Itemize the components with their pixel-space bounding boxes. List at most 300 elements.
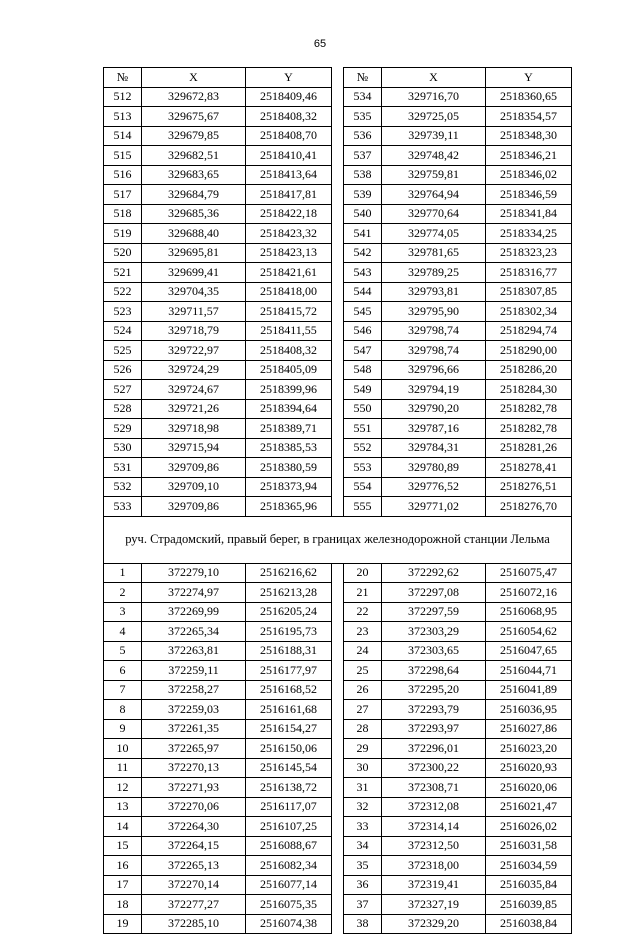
point-number: 29	[344, 739, 382, 759]
y-coordinate: 2516107,25	[246, 817, 332, 837]
y-coordinate: 2516213,28	[246, 583, 332, 603]
column-gap	[332, 856, 344, 876]
y-coordinate: 2516088,67	[246, 836, 332, 856]
column-gap	[332, 146, 344, 166]
point-number: 531	[104, 458, 142, 478]
column-gap	[332, 68, 344, 88]
table-row	[104, 126, 572, 146]
header-x: X	[382, 68, 486, 88]
column-gap	[332, 895, 344, 915]
y-coordinate: 2516035,84	[486, 875, 572, 895]
point-number: 528	[104, 399, 142, 419]
point-number: 533	[104, 497, 142, 517]
y-coordinate: 2518284,30	[486, 380, 572, 400]
point-number: 17	[104, 875, 142, 895]
y-coordinate: 2518411,55	[246, 321, 332, 341]
column-gap	[332, 622, 344, 642]
coordinates-table	[103, 67, 572, 934]
point-number: 4	[104, 622, 142, 642]
table-row	[104, 360, 572, 380]
table-row	[104, 477, 572, 497]
x-coordinate: 329704,35	[142, 282, 246, 302]
x-coordinate: 329718,98	[142, 419, 246, 439]
x-coordinate: 329722,97	[142, 341, 246, 361]
y-coordinate: 2518316,77	[486, 263, 572, 283]
x-coordinate: 372271,93	[142, 778, 246, 798]
x-coordinate: 329774,05	[382, 224, 486, 244]
point-number: 10	[104, 739, 142, 759]
column-gap	[332, 185, 344, 205]
column-gap	[332, 302, 344, 322]
x-coordinate: 372270,13	[142, 758, 246, 778]
table-row	[104, 836, 572, 856]
point-number: 553	[344, 458, 382, 478]
y-coordinate: 2516195,73	[246, 622, 332, 642]
y-coordinate: 2516026,02	[486, 817, 572, 837]
point-number: 2	[104, 583, 142, 603]
table-row	[104, 914, 572, 934]
x-coordinate: 329790,20	[382, 399, 486, 419]
table-row	[104, 399, 572, 419]
point-number: 545	[344, 302, 382, 322]
x-coordinate: 329684,79	[142, 185, 246, 205]
column-gap	[332, 126, 344, 146]
point-number: 35	[344, 856, 382, 876]
y-coordinate: 2518278,41	[486, 458, 572, 478]
point-number: 527	[104, 380, 142, 400]
point-number: 555	[344, 497, 382, 517]
point-number: 549	[344, 380, 382, 400]
x-coordinate: 329683,65	[142, 165, 246, 185]
x-coordinate: 329679,85	[142, 126, 246, 146]
y-coordinate: 2518290,00	[486, 341, 572, 361]
x-coordinate: 329781,65	[382, 243, 486, 263]
table-row	[104, 438, 572, 458]
x-coordinate: 372264,30	[142, 817, 246, 837]
y-coordinate: 2518385,53	[246, 438, 332, 458]
table-row	[104, 458, 572, 478]
y-coordinate: 2516044,71	[486, 661, 572, 681]
point-number: 521	[104, 263, 142, 283]
point-number: 554	[344, 477, 382, 497]
column-gap	[332, 477, 344, 497]
point-number: 20	[344, 563, 382, 583]
table-row	[104, 641, 572, 661]
y-coordinate: 2516082,34	[246, 856, 332, 876]
point-number: 514	[104, 126, 142, 146]
point-number: 25	[344, 661, 382, 681]
point-number: 24	[344, 641, 382, 661]
y-coordinate: 2518302,34	[486, 302, 572, 322]
column-gap	[332, 583, 344, 603]
y-coordinate: 2516034,59	[486, 856, 572, 876]
x-coordinate: 329798,74	[382, 321, 486, 341]
x-coordinate: 329682,51	[142, 146, 246, 166]
x-coordinate: 329798,74	[382, 341, 486, 361]
x-coordinate: 372277,27	[142, 895, 246, 915]
y-coordinate: 2518282,78	[486, 399, 572, 419]
point-number: 518	[104, 204, 142, 224]
y-coordinate: 2516074,38	[246, 914, 332, 934]
point-number: 525	[104, 341, 142, 361]
point-number: 512	[104, 87, 142, 107]
y-coordinate: 2518410,41	[246, 146, 332, 166]
x-coordinate: 329776,52	[382, 477, 486, 497]
column-gap	[332, 602, 344, 622]
point-number: 535	[344, 107, 382, 127]
point-number: 534	[344, 87, 382, 107]
y-coordinate: 2516021,47	[486, 797, 572, 817]
point-number: 513	[104, 107, 142, 127]
y-coordinate: 2518346,02	[486, 165, 572, 185]
table-row	[104, 185, 572, 205]
point-number: 11	[104, 758, 142, 778]
x-coordinate: 329748,42	[382, 146, 486, 166]
x-coordinate: 372265,13	[142, 856, 246, 876]
y-coordinate: 2516038,84	[486, 914, 572, 934]
point-number: 28	[344, 719, 382, 739]
point-number: 3	[104, 602, 142, 622]
column-gap	[332, 700, 344, 720]
table-row	[104, 321, 572, 341]
x-coordinate: 372293,97	[382, 719, 486, 739]
point-number: 36	[344, 875, 382, 895]
table-row	[104, 87, 572, 107]
point-number: 1	[104, 563, 142, 583]
x-coordinate: 372269,99	[142, 602, 246, 622]
x-coordinate: 372259,03	[142, 700, 246, 720]
x-coordinate: 329709,86	[142, 458, 246, 478]
point-number: 19	[104, 914, 142, 934]
point-number: 37	[344, 895, 382, 915]
table-row	[104, 302, 572, 322]
x-coordinate: 329716,70	[382, 87, 486, 107]
column-gap	[332, 719, 344, 739]
y-coordinate: 2516188,31	[246, 641, 332, 661]
y-coordinate: 2516077,14	[246, 875, 332, 895]
x-coordinate: 372263,81	[142, 641, 246, 661]
y-coordinate: 2516154,27	[246, 719, 332, 739]
header-x: X	[142, 68, 246, 88]
x-coordinate: 372314,14	[382, 817, 486, 837]
point-number: 26	[344, 680, 382, 700]
x-coordinate: 372261,35	[142, 719, 246, 739]
point-number: 38	[344, 914, 382, 934]
y-coordinate: 2518307,85	[486, 282, 572, 302]
y-coordinate: 2518281,26	[486, 438, 572, 458]
point-number: 15	[104, 836, 142, 856]
y-coordinate: 2518276,70	[486, 497, 572, 517]
column-gap	[332, 836, 344, 856]
table-row	[104, 680, 572, 700]
x-coordinate: 329739,11	[382, 126, 486, 146]
point-number: 536	[344, 126, 382, 146]
x-coordinate: 372329,20	[382, 914, 486, 934]
y-coordinate: 2518276,51	[486, 477, 572, 497]
x-coordinate: 329759,81	[382, 165, 486, 185]
column-gap	[332, 419, 344, 439]
page-number: 65	[313, 38, 327, 50]
y-coordinate: 2518417,81	[246, 185, 332, 205]
x-coordinate: 372259,11	[142, 661, 246, 681]
column-gap	[332, 107, 344, 127]
y-coordinate: 2516027,86	[486, 719, 572, 739]
point-number: 548	[344, 360, 382, 380]
column-gap	[332, 399, 344, 419]
table-row	[104, 739, 572, 759]
point-number: 34	[344, 836, 382, 856]
point-number: 526	[104, 360, 142, 380]
table-row	[104, 563, 572, 583]
point-number: 529	[104, 419, 142, 439]
x-coordinate: 372303,65	[382, 641, 486, 661]
column-gap	[332, 282, 344, 302]
y-coordinate: 2516020,93	[486, 758, 572, 778]
x-coordinate: 372270,14	[142, 875, 246, 895]
point-number: 517	[104, 185, 142, 205]
y-coordinate: 2518354,57	[486, 107, 572, 127]
point-number: 515	[104, 146, 142, 166]
column-gap	[332, 758, 344, 778]
column-gap	[332, 497, 344, 517]
point-number: 8	[104, 700, 142, 720]
x-coordinate: 329695,81	[142, 243, 246, 263]
x-coordinate: 372298,64	[382, 661, 486, 681]
y-coordinate: 2516039,85	[486, 895, 572, 915]
table-row	[104, 856, 572, 876]
y-coordinate: 2516138,72	[246, 778, 332, 798]
table-row	[104, 700, 572, 720]
column-gap	[332, 165, 344, 185]
x-coordinate: 329793,81	[382, 282, 486, 302]
table-row	[104, 661, 572, 681]
y-coordinate: 2518348,30	[486, 126, 572, 146]
column-gap	[332, 380, 344, 400]
point-number: 32	[344, 797, 382, 817]
x-coordinate: 329784,31	[382, 438, 486, 458]
x-coordinate: 372292,62	[382, 563, 486, 583]
y-coordinate: 2518360,65	[486, 87, 572, 107]
x-coordinate: 372303,29	[382, 622, 486, 642]
y-coordinate: 2516068,95	[486, 602, 572, 622]
header-num: №	[104, 68, 142, 88]
point-number: 16	[104, 856, 142, 876]
point-number: 522	[104, 282, 142, 302]
y-coordinate: 2518422,18	[246, 204, 332, 224]
section-title-row	[104, 516, 572, 563]
y-coordinate: 2516054,62	[486, 622, 572, 642]
x-coordinate: 329709,10	[142, 477, 246, 497]
y-coordinate: 2516072,16	[486, 583, 572, 603]
column-gap	[332, 243, 344, 263]
y-coordinate: 2516041,89	[486, 680, 572, 700]
y-coordinate: 2516047,65	[486, 641, 572, 661]
column-gap	[332, 87, 344, 107]
point-number: 13	[104, 797, 142, 817]
point-number: 541	[344, 224, 382, 244]
table-row	[104, 263, 572, 283]
column-gap	[332, 438, 344, 458]
x-coordinate: 372297,08	[382, 583, 486, 603]
table-row	[104, 165, 572, 185]
point-number: 9	[104, 719, 142, 739]
y-coordinate: 2518418,00	[246, 282, 332, 302]
point-number: 547	[344, 341, 382, 361]
column-gap	[332, 680, 344, 700]
point-number: 524	[104, 321, 142, 341]
table-row	[104, 719, 572, 739]
point-number: 7	[104, 680, 142, 700]
y-coordinate: 2518282,78	[486, 419, 572, 439]
y-coordinate: 2516150,06	[246, 739, 332, 759]
y-coordinate: 2518405,09	[246, 360, 332, 380]
point-number: 23	[344, 622, 382, 642]
y-coordinate: 2518294,74	[486, 321, 572, 341]
y-coordinate: 2518389,71	[246, 419, 332, 439]
y-coordinate: 2516031,58	[486, 836, 572, 856]
x-coordinate: 372318,00	[382, 856, 486, 876]
y-coordinate: 2516216,62	[246, 563, 332, 583]
y-coordinate: 2518346,21	[486, 146, 572, 166]
x-coordinate: 329715,94	[142, 438, 246, 458]
x-coordinate: 329709,86	[142, 497, 246, 517]
point-number: 538	[344, 165, 382, 185]
y-coordinate: 2518334,25	[486, 224, 572, 244]
table-row	[104, 817, 572, 837]
table-row	[104, 583, 572, 603]
column-gap	[332, 224, 344, 244]
point-number: 519	[104, 224, 142, 244]
y-coordinate: 2516161,68	[246, 700, 332, 720]
y-coordinate: 2518423,32	[246, 224, 332, 244]
y-coordinate: 2516023,20	[486, 739, 572, 759]
y-coordinate: 2516075,35	[246, 895, 332, 915]
y-coordinate: 2516117,07	[246, 797, 332, 817]
y-coordinate: 2518323,23	[486, 243, 572, 263]
x-coordinate: 372327,19	[382, 895, 486, 915]
table-row	[104, 224, 572, 244]
y-coordinate: 2518341,84	[486, 204, 572, 224]
point-number: 530	[104, 438, 142, 458]
point-number: 27	[344, 700, 382, 720]
y-coordinate: 2516205,24	[246, 602, 332, 622]
x-coordinate: 372312,50	[382, 836, 486, 856]
x-coordinate: 329780,89	[382, 458, 486, 478]
section-title: руч. Страдомский, правый берег, в границах железнодорожной станции Лельма	[104, 516, 572, 563]
x-coordinate: 329724,29	[142, 360, 246, 380]
point-number: 31	[344, 778, 382, 798]
y-coordinate: 2518415,72	[246, 302, 332, 322]
table-row	[104, 622, 572, 642]
x-coordinate: 372308,71	[382, 778, 486, 798]
x-coordinate: 329796,66	[382, 360, 486, 380]
point-number: 6	[104, 661, 142, 681]
column-gap	[332, 458, 344, 478]
y-coordinate: 2518421,61	[246, 263, 332, 283]
y-coordinate: 2518408,70	[246, 126, 332, 146]
column-gap	[332, 563, 344, 583]
table-row	[104, 204, 572, 224]
x-coordinate: 372258,27	[142, 680, 246, 700]
point-number: 546	[344, 321, 382, 341]
point-number: 520	[104, 243, 142, 263]
y-coordinate: 2518409,46	[246, 87, 332, 107]
y-coordinate: 2518423,13	[246, 243, 332, 263]
point-number: 542	[344, 243, 382, 263]
table-header-row	[104, 68, 572, 88]
x-coordinate: 329789,25	[382, 263, 486, 283]
x-coordinate: 372270,06	[142, 797, 246, 817]
x-coordinate: 329770,64	[382, 204, 486, 224]
point-number: 12	[104, 778, 142, 798]
point-number: 516	[104, 165, 142, 185]
x-coordinate: 372295,20	[382, 680, 486, 700]
table-row	[104, 875, 572, 895]
x-coordinate: 372297,59	[382, 602, 486, 622]
y-coordinate: 2518373,94	[246, 477, 332, 497]
column-gap	[332, 321, 344, 341]
point-number: 532	[104, 477, 142, 497]
x-coordinate: 329718,79	[142, 321, 246, 341]
x-coordinate: 372265,97	[142, 739, 246, 759]
column-gap	[332, 263, 344, 283]
x-coordinate: 372312,08	[382, 797, 486, 817]
table-row	[104, 602, 572, 622]
x-coordinate: 329672,83	[142, 87, 246, 107]
header-num: №	[344, 68, 382, 88]
header-y: Y	[246, 68, 332, 88]
column-gap	[332, 341, 344, 361]
x-coordinate: 329771,02	[382, 497, 486, 517]
x-coordinate: 329688,40	[142, 224, 246, 244]
x-coordinate: 329699,41	[142, 263, 246, 283]
x-coordinate: 372279,10	[142, 563, 246, 583]
table-row	[104, 282, 572, 302]
point-number: 543	[344, 263, 382, 283]
column-gap	[332, 204, 344, 224]
y-coordinate: 2518399,96	[246, 380, 332, 400]
table-row	[104, 146, 572, 166]
point-number: 540	[344, 204, 382, 224]
x-coordinate: 329721,26	[142, 399, 246, 419]
point-number: 33	[344, 817, 382, 837]
table-row	[104, 419, 572, 439]
point-number: 21	[344, 583, 382, 603]
point-number: 539	[344, 185, 382, 205]
x-coordinate: 329787,16	[382, 419, 486, 439]
point-number: 552	[344, 438, 382, 458]
table-row	[104, 895, 572, 915]
x-coordinate: 329794,19	[382, 380, 486, 400]
table-row	[104, 758, 572, 778]
point-number: 544	[344, 282, 382, 302]
x-coordinate: 372264,15	[142, 836, 246, 856]
x-coordinate: 372319,41	[382, 875, 486, 895]
x-coordinate: 372285,10	[142, 914, 246, 934]
y-coordinate: 2518286,20	[486, 360, 572, 380]
column-gap	[332, 641, 344, 661]
x-coordinate: 329725,05	[382, 107, 486, 127]
column-gap	[332, 797, 344, 817]
point-number: 5	[104, 641, 142, 661]
y-coordinate: 2518408,32	[246, 107, 332, 127]
column-gap	[332, 914, 344, 934]
y-coordinate: 2518408,32	[246, 341, 332, 361]
point-number: 14	[104, 817, 142, 837]
y-coordinate: 2518365,96	[246, 497, 332, 517]
x-coordinate: 329724,67	[142, 380, 246, 400]
y-coordinate: 2518394,64	[246, 399, 332, 419]
